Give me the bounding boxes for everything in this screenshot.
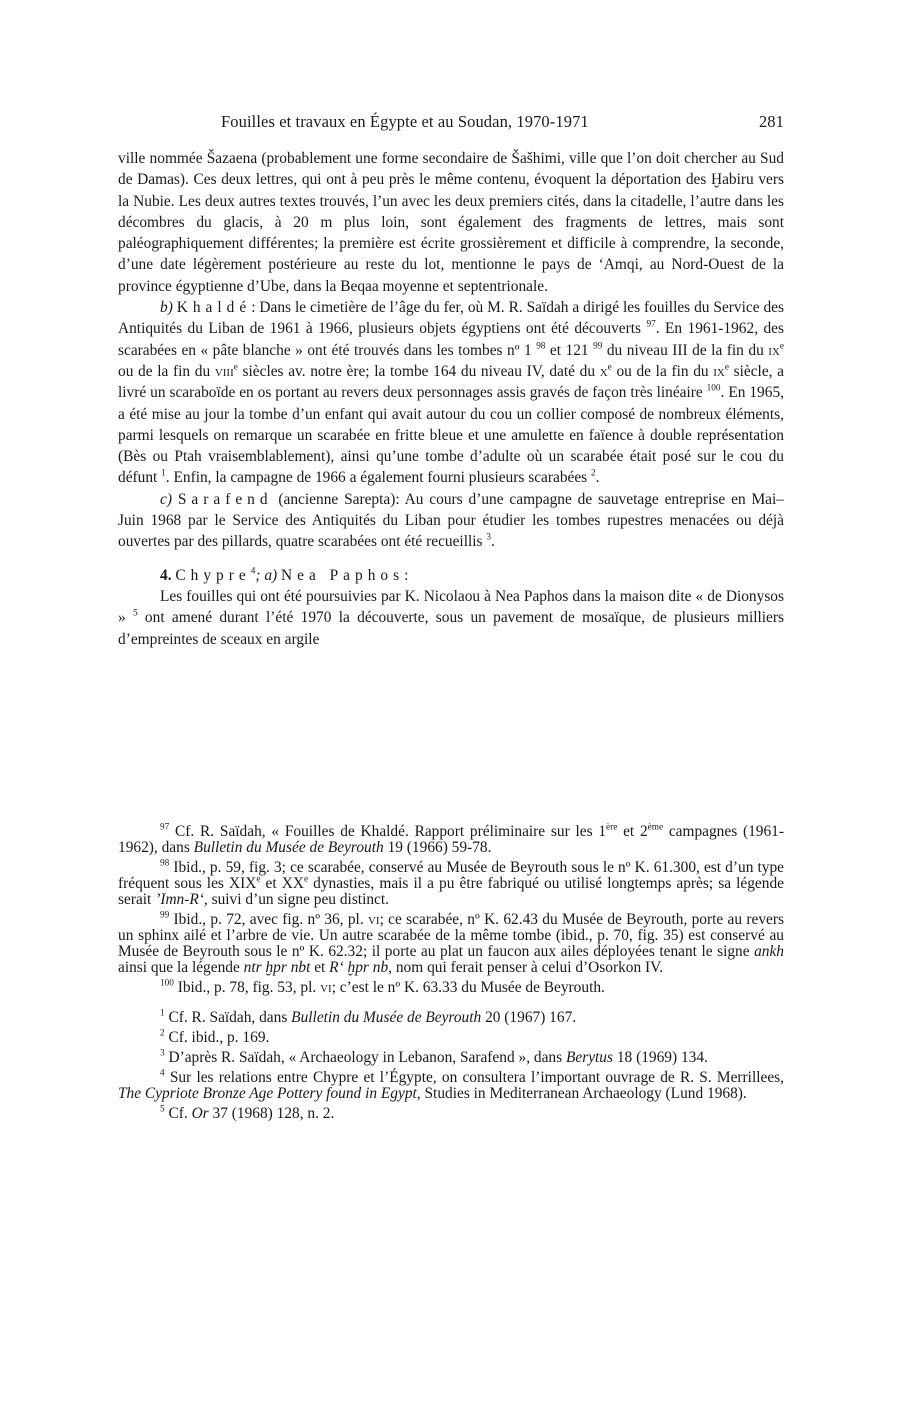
body-text bbox=[118, 148, 784, 650]
text-run: ; c’est le nº K. 63.33 du Musée de Beyrouth. bbox=[331, 979, 605, 996]
footnote-1 bbox=[118, 1007, 784, 1026]
text-run: Ibid., p. 59, fig. 3; ce scarabée, conservé au Musée de Beyrouth sous le nº K. 61.300, est d’un type fréquent sous les XIX bbox=[118, 859, 784, 892]
footnote-number: 5 bbox=[160, 1103, 165, 1114]
journal-title: Bulletin du Musée de Beyrouth bbox=[291, 1009, 482, 1026]
text-run: . bbox=[491, 533, 495, 551]
section-label: b) bbox=[160, 299, 173, 317]
roman-numeral: vi bbox=[367, 911, 380, 928]
footnote-2 bbox=[118, 1027, 784, 1046]
text-run: et XX bbox=[260, 875, 304, 892]
text-run: siècle, a livré un scaraboïde en os portant au revers deux personnages assis gravés de façon très linéaire bbox=[118, 362, 784, 402]
footnote-number: 99 bbox=[160, 909, 170, 920]
text-run: Studies in Mediterranean Archaeology (Lund 1968). bbox=[420, 1085, 747, 1102]
roman-numeral: vi bbox=[320, 979, 332, 996]
footnote-number: 98 bbox=[160, 857, 170, 868]
site-name: Nea Paphos bbox=[281, 566, 405, 584]
footnote-ref[interactable]: 1 bbox=[161, 468, 166, 478]
footnote-number: 97 bbox=[160, 821, 170, 832]
text-run: . Enfin, la campagne de 1966 a également fourni plusieurs scarabées bbox=[165, 469, 592, 487]
footnote-97 bbox=[118, 821, 784, 856]
text-run: 37 (1968) 128, n. 2. bbox=[208, 1105, 335, 1122]
text-run: 20 (1967) 167. bbox=[481, 1009, 577, 1026]
text-run: : bbox=[404, 566, 409, 584]
journal-title: Bulletin du Musée de Beyrouth bbox=[193, 839, 384, 856]
text-run: 19 (1966) 59-78. bbox=[383, 839, 492, 856]
transliteration: ’Imn-R‘ bbox=[155, 891, 204, 908]
text-run: ; ce scarabée, nº K. 62.43 du Musée de Beyrouth, porte au revers un sphinx ailé et l’arbre de vie. Un autre scarabée de la même tombe (ibid., p. 70, fig. 35) est conservé au Musée de Beyrouth sous le nº K. 62.32; il porte au plat un faucon aux ailes déployées tenant le signe bbox=[118, 911, 784, 960]
section-label: ; a) bbox=[255, 566, 278, 584]
paragraph-khalde: b) Khaldé: Dans le cimetière de l’âge du fer, où M. R. Saïdah a dirigé les fouilles du Service des Antiquités du Liban de 1961 à 1966, plusieurs objets égyptiens ont été découverts $^{97}$. En 1961-1962, des scarabées en « pâte blanche » ont été trouvés dans les tombes nº 1 $^{98}$ et 121 $^{99}$ du niveau III de la fin du $ix^e$ ou de la fin du viii$^e$ siècles av. notre ère; la tombe 164 du niveau IV, daté du $x^e$ ou de la fin du $ix^e$ siècle, a livré un scaraboïde en os portant au revers deux personnages assis gravés de façon très linéaire $^{100}$. En 1965, a été mise au jour la tombe d’un enfant qui avait autour du cou un collier composé de nombreux éléments, parmi lesquels on remarque un scarabée en fritte bleue et une amulette en faïence à double représentation (Bès ou Ptah vraisemblablement), ainsi qu’une tombe d’adulte où un scarabée était posé sur le cou du défunt $^1$. Enfin, la campagne de 1966 a également fourni plusieurs scarabées $^2$. bbox=[118, 299, 784, 487]
text-run: ainsi que la légende bbox=[118, 959, 244, 976]
footnotes bbox=[118, 821, 784, 1126]
superscript: ère bbox=[606, 821, 618, 832]
section-heading-chypre bbox=[118, 565, 784, 586]
text-run: (ancienne Sarepta): Au cours d’une campagne de sauvetage entreprise en Mai–Juin 1968 par le Service des Antiquités du Liban pour étudier les tombes rupestres menacées ou déjà ouvertes par des pillards, quatre scarabées ont été recueillis bbox=[118, 490, 784, 551]
section-title: Chypre bbox=[175, 566, 251, 584]
running-title: Fouilles et travaux en Égypte et au Soudan, 1970-1971 bbox=[221, 112, 589, 131]
paragraph-nea-paphos bbox=[118, 586, 784, 650]
text-run: Les fouilles qui ont été poursuivies par K. Nicolaou à Nea Paphos dans la maison dite « de Dionysos » bbox=[118, 587, 784, 627]
footnote-ref[interactable]: 99 bbox=[593, 340, 603, 351]
site-name: Khaldé bbox=[176, 299, 252, 317]
text-run: et 121 bbox=[545, 341, 594, 359]
text-run: campagnes (1961-1962), dans bbox=[118, 823, 784, 856]
footnote-number: 100 bbox=[160, 977, 174, 988]
footnote-100 bbox=[118, 977, 784, 996]
transliteration: R‘ ḫpr nb, bbox=[329, 959, 393, 976]
text-run: et bbox=[310, 959, 330, 976]
footnote-ref[interactable]: 97 bbox=[646, 318, 656, 329]
text-run: Cf. R. Saïdah, « Fouilles de Khaldé. Rapport préliminaire sur les 1 bbox=[169, 823, 607, 840]
footnote-number: 2 bbox=[160, 1027, 165, 1038]
footnote-ref[interactable]: 2 bbox=[591, 468, 596, 478]
roman-numeral: viii bbox=[214, 362, 234, 380]
footnote-number: 1 bbox=[160, 1007, 165, 1018]
roman-numeral: ix bbox=[713, 362, 725, 380]
text-run: Sur les relations entre Chypre et l’Égypte, on consultera l’important ouvrage de R. S. Merrillees, bbox=[164, 1069, 784, 1086]
footnote-ref[interactable]: 4 bbox=[250, 565, 256, 576]
text-run: Ibid., p. 78, fig. 53, pl. bbox=[173, 979, 321, 996]
text-run: siècles av. notre ère; la tombe 164 du niveau IV, daté du bbox=[237, 362, 600, 380]
text-run: ou de la fin du bbox=[611, 362, 714, 380]
text-run: 18 (1969) 134. bbox=[612, 1049, 708, 1066]
text-run: , suivi d’un signe peu distinct. bbox=[203, 891, 390, 908]
page bbox=[118, 112, 784, 650]
footnote-ref[interactable]: 98 bbox=[536, 340, 546, 351]
footnote-ref[interactable]: 100 bbox=[706, 382, 721, 393]
footnote-99 bbox=[118, 909, 784, 976]
footnote-number: 4 bbox=[160, 1067, 165, 1078]
footnote-ref[interactable]: 5 bbox=[133, 607, 138, 618]
site-name: Sarafend bbox=[177, 490, 273, 508]
paragraph-sarafend bbox=[118, 489, 784, 553]
text-run: dynasties, mais il a pu être fabriqué ou utilisé longtemps après; sa légende serait bbox=[118, 875, 784, 908]
superscript: e bbox=[303, 873, 309, 884]
section-label: c) bbox=[160, 490, 172, 508]
text-run: . En 1965, a été mise au jour la tombe d’un enfant qui avait autour du cou un collier composé de nombreux éléments, parmi lesquels on remarque un scarabée en fritte bleue et une amulette en faïence à double représentation (Bès ou Ptah vraisemblablement), ainsi qu’une tombe d’adulte où un scarabée était posé sur le cou du défunt bbox=[118, 384, 784, 487]
text-run: et 2 bbox=[617, 823, 648, 840]
footnote-5 bbox=[118, 1103, 784, 1122]
superscript: ème bbox=[647, 821, 664, 832]
text-run: : Dans le cimetière de l’âge du fer, où M. R. Saïdah a dirigé les fouilles du Service des Antiquités du Liban de 1961 à 1966, plusieurs objets égyptiens ont été découverts bbox=[118, 299, 784, 338]
journal-title: Berytus bbox=[565, 1049, 613, 1066]
text-run: nom qui ferait penser à celui d’Osorkon IV. bbox=[392, 959, 664, 976]
paragraph-amarna-letters: ville nommée Šazaena (probablement une forme secondaire de Šašhimi, ville que l’on doit chercher au Sud de Damas). Ces deux lettres, qui ont à peu près le même contenu, évoquent la déportation des Ḫabiru vers la Nubie. Les deux autres textes trouvés, l’un avec les deux premiers cités, dans la citadelle, l’autre dans les décombres du glacis, à 20 m plus loin, sont également des fragments de lettres, mais sont paléographiquement différentes; la première est écrite grossièrement et difficile à comprendre, la seconde, d’une date légèrement postérieure au reste du lot, mentionne le pays de ‘Amqi, au Nord-Ouest de la province égyptienne d’Ube, dans la Beqaa moyenne et septentrionale. bbox=[118, 150, 784, 295]
text-run: Cf. R. Saïdah, dans bbox=[164, 1009, 292, 1026]
book-title: The Cypriote Bronze Age Pottery found in Egypt, bbox=[118, 1085, 421, 1102]
transliteration: ntr ḫpr nbt bbox=[243, 959, 311, 976]
transliteration: ankh bbox=[754, 943, 784, 960]
footnote-3 bbox=[118, 1047, 784, 1066]
text-run: du niveau III de la fin du bbox=[602, 341, 769, 359]
text-run: Cf. ibid., p. 169. bbox=[164, 1029, 270, 1046]
superscript: e bbox=[256, 873, 261, 884]
footnote-4 bbox=[118, 1067, 784, 1102]
text-run: Ibid., p. 72, avec fig. nº 36, pl. bbox=[169, 911, 368, 928]
footnote-number: 3 bbox=[160, 1047, 165, 1058]
footnote-ref[interactable]: 3 bbox=[486, 531, 491, 542]
running-head bbox=[118, 112, 784, 142]
text-run: Cf. bbox=[164, 1105, 192, 1122]
text-run: ou de la fin du bbox=[118, 362, 215, 380]
roman-numeral: ix bbox=[768, 341, 780, 359]
text-run: ont amené durant l’été 1970 la découverte, sous un pavement de mosaïque, de plusieurs milliers d’empreintes de sceaux en argile bbox=[118, 609, 784, 648]
text-run: D’après R. Saïdah, « Archaeology in Lebanon, Sarafend », dans bbox=[164, 1049, 566, 1066]
footnote-98 bbox=[118, 857, 784, 908]
journal-title: Or bbox=[191, 1105, 209, 1122]
roman-numeral: x bbox=[599, 362, 608, 380]
text-run: . En 1961-1962, des scarabées en « pâte blanche » ont été trouvés dans les tombes nº 1 bbox=[118, 320, 784, 359]
section-number: 4. bbox=[160, 566, 172, 584]
page-number: 281 bbox=[758, 112, 784, 131]
text-run: . bbox=[595, 469, 600, 487]
